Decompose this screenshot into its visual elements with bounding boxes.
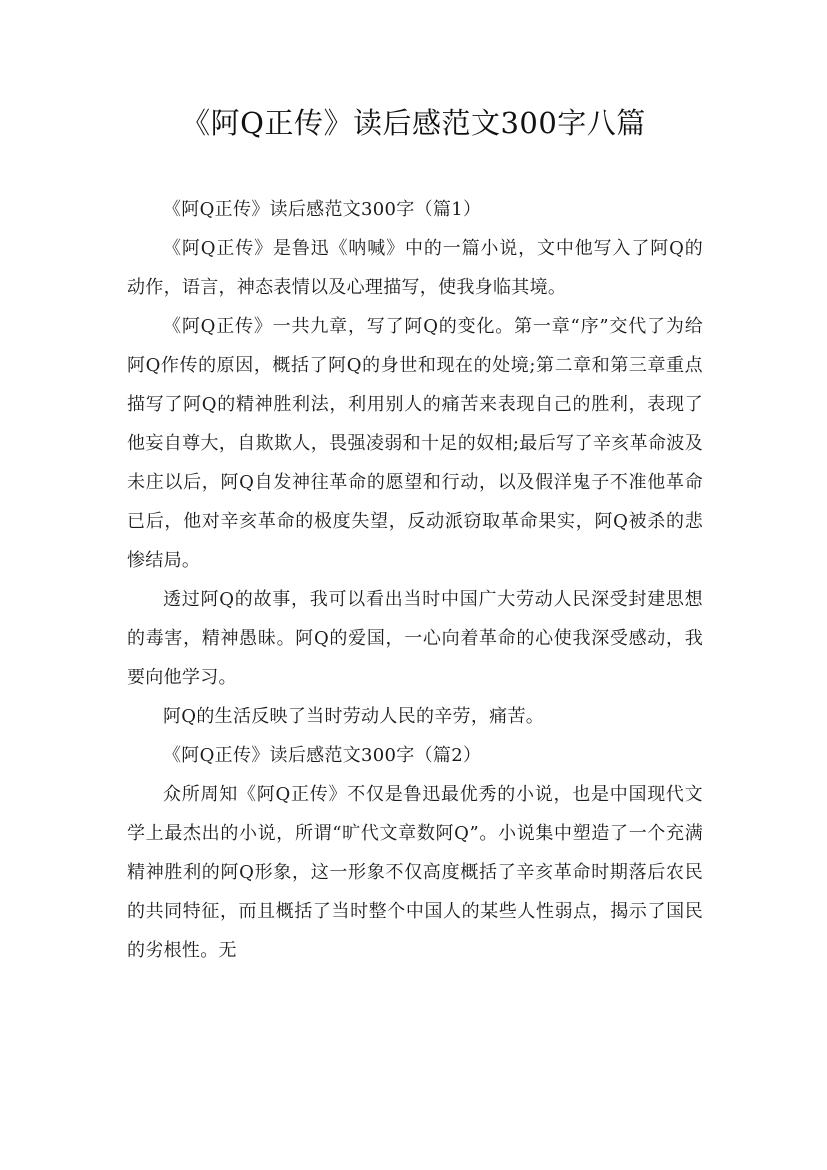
body-paragraph: 《阿Q正传》一共九章，写了阿Q的变化。第一章“序”交代了为给阿Q作传的原因，概括了阿Q的身世和现在的处境;第二章和第三章重点描写了阿Q的精神胜利法，利用别人的痛苦来表现自己的胜利，表现了他妄自尊大，自欺欺人，畏强凌弱和十足的奴相;最后写了辛亥革命波及未庄以后，阿Q自发神往革命的愿望和行动，以及假洋鬼子不准他革命已后，他对辛亥革命的极度失望，反动派窃取革命果实，阿Q被杀的悲惨结局。 (127, 316, 703, 571)
document-title: 《阿Q正传》读后感范文300字八篇 (181, 106, 646, 140)
section-heading-1: 《阿Q正传》读后感范文300字（篇1） (163, 199, 482, 220)
section-heading-2: 《阿Q正传》读后感范文300字（篇2） (163, 745, 482, 766)
body-paragraph: 透过阿Q的故事，我可以看出当时中国广大劳动人民深受封建思想的毒害，精神愚昧。阿Q的爱国，一心向着革命的心使我深受感动，我要向他学习。 (127, 589, 703, 688)
body-paragraph: 众所周知《阿Q正传》不仅是鲁迅最优秀的小说，也是中国现代文学上最杰出的小说，所谓“旷代文章数阿Q”。小说集中塑造了一个充满精神胜利的阿Q形象，这一形象不仅高度概括了辛亥革命时期落后农民的共同特征，而且概括了当时整个中国人的某些人性弱点，揭示了国民的劣根性。无 (127, 784, 703, 961)
body-paragraph: 《阿Q正传》是鲁迅《呐喊》中的一篇小说，文中他写入了阿Q的动作，语言，神态表情以及心理描写，使我身临其境。 (127, 238, 703, 298)
document-body (127, 190, 703, 970)
body-paragraph: 阿Q的生活反映了当时劳动人民的辛劳，痛苦。 (163, 706, 545, 727)
